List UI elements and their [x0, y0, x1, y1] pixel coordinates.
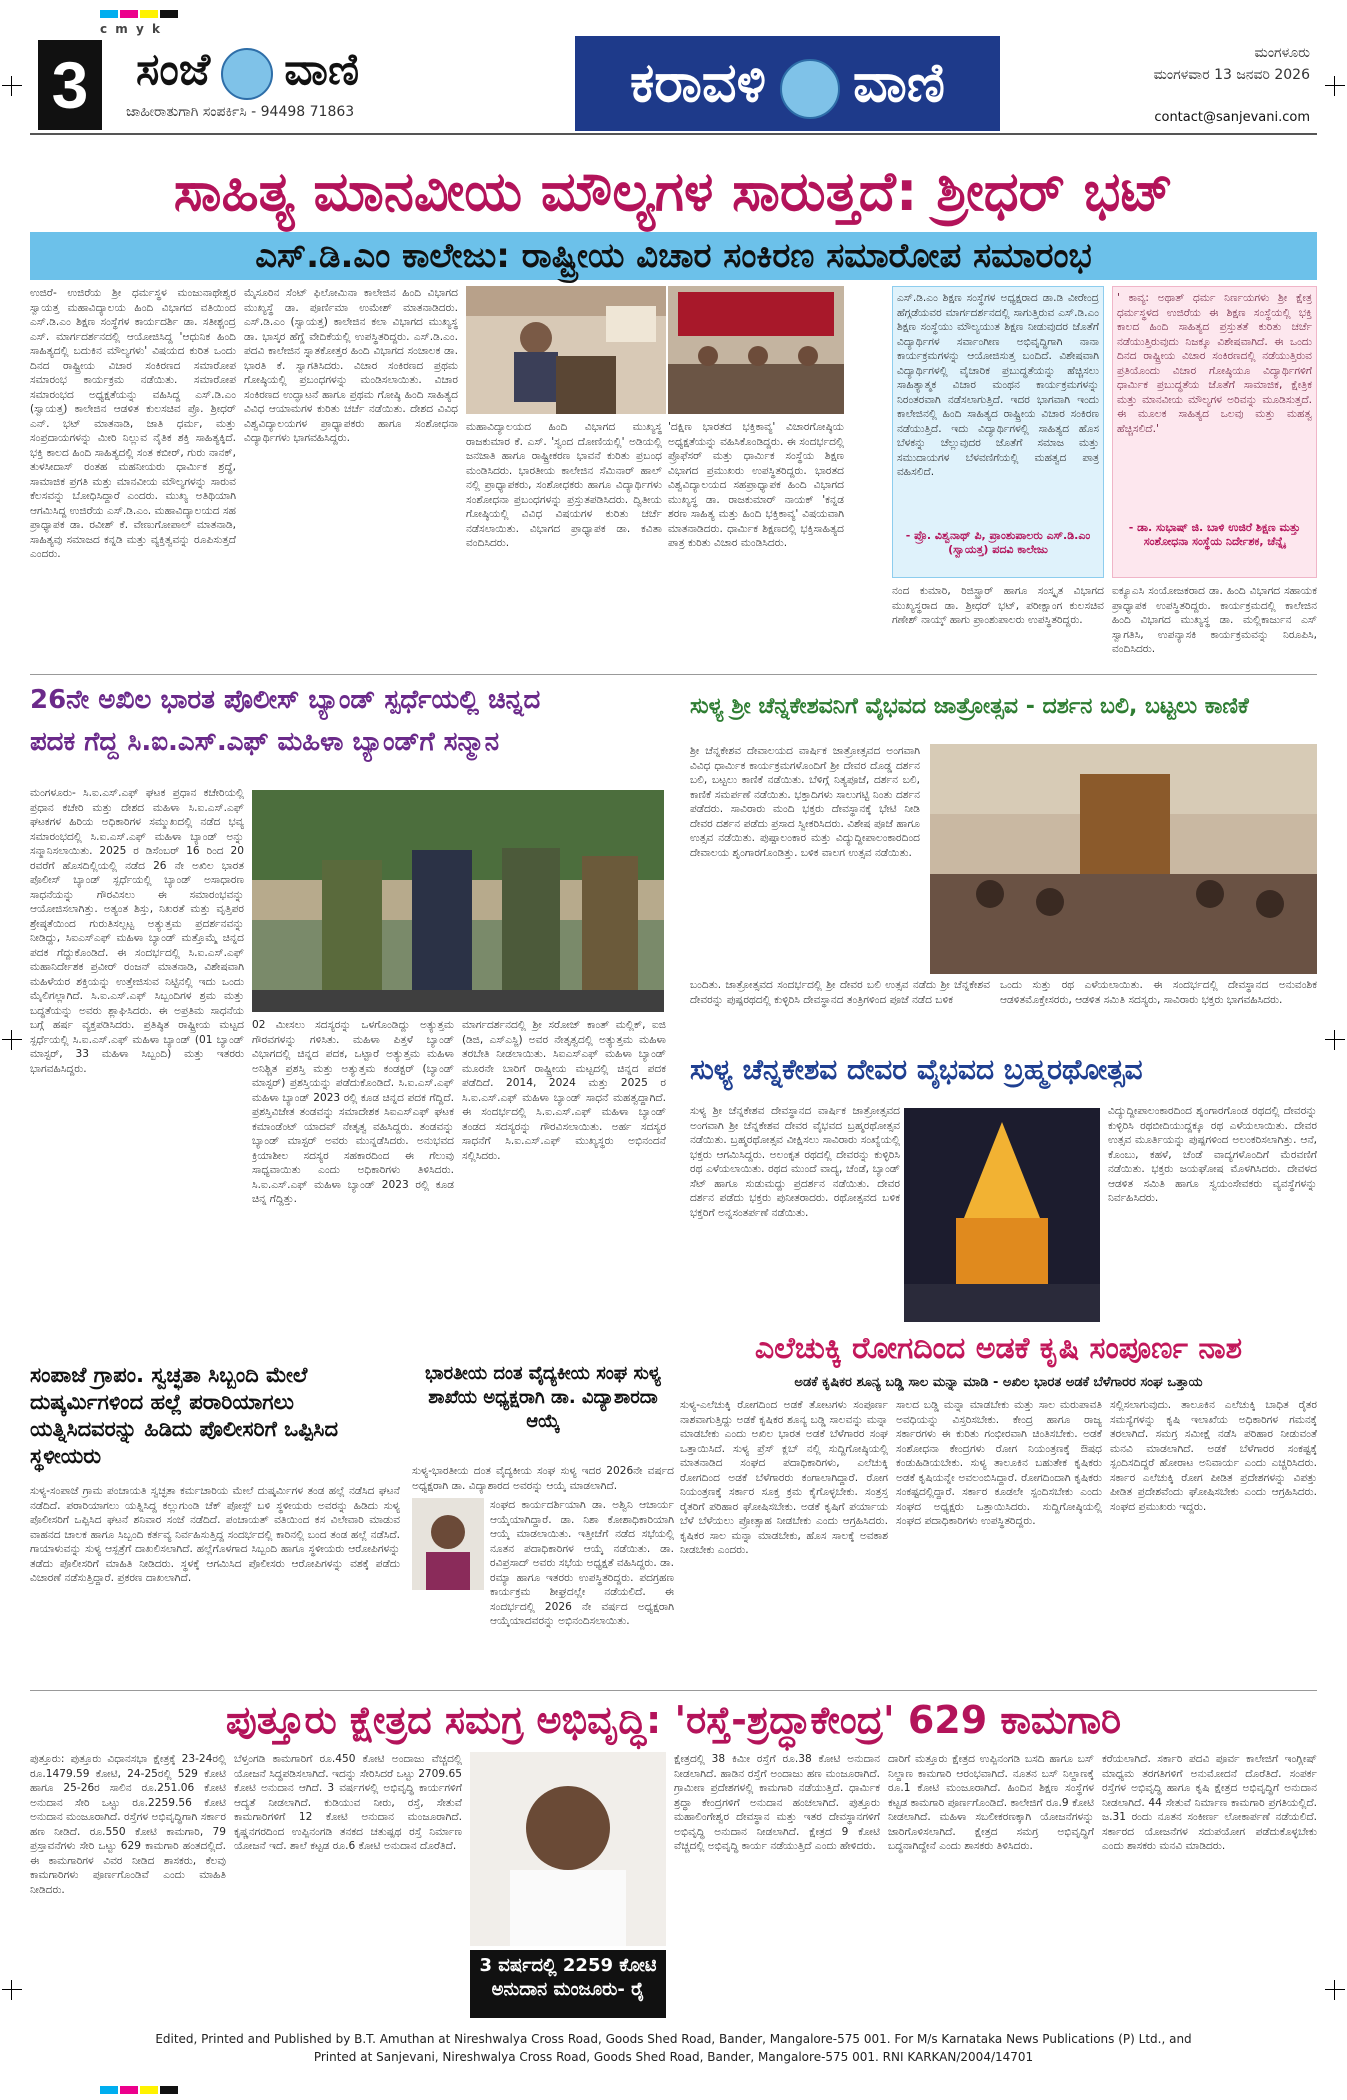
brahmaratha-headline: ಸುಳ್ಯ ಚೆನ್ನಕೇಶವ ದೇವರ ವೈಭವದ ಬ್ರಹ್ಮರಥೋತ್ಸವ	[690, 1053, 1143, 1086]
quote-text-director: ' ಕಾವ್ಯ: ಅಥಾತ್ ಧರ್ಮ ನಿರ್ಣಯಗಳು ಶ್ರೀ ಕ್ಷೇತ್ರ ಧರ್ಮಸ್ಥಳದ ಉಜಿರೆಯ ಈ ಶಿಕ್ಷಣ ಸಂಸ್ಥೆಯಲ್ಲಿ ಭಕ್ತಿ ಕಾಲದ ಹಿಂದಿ ಸಾಹಿತ್ಯದ ಪ್ರಸ್ತುತತೆ ಕುರಿತು ಚರ್ಚೆ ನಡೆಯುತ್ತಿರುವುದು ನಿಜಕ್ಕೂ ವಿಶೇಷವಾಗಿದೆ. ಈ ಒಂದು ದಿನದ ರಾಷ್ಟ್ರೀಯ ವಿಚಾರ ಸಂಕಿರಣದಲ್ಲಿ ನಡೆಯುತ್ತಿರುವ ಪ್ರತಿಯೊಂದು ವಿಚಾರ ಗೋಷ್ಠಿಯೂ ವಿದ್ಯಾರ್ಥಿಗಳಿಗೆ ಧಾರ್ಮಿಕ ಪ್ರಬುದ್ಧತೆಯ ಜೊತೆಗೆ ಸಾಮಾಜಿಕ, ಕ್ಷೇತ್ರಿಕ ಮತ್ತು ಮಾನವೀಯ ಮೌಲ್ಯಗಳ ಅರಿವನ್ನು ಮೂಡಿಸುತ್ತದೆ. ಈ ಮೂಲಕ ಸಾಹಿತ್ಯದ ಒಲವು ಮತ್ತು ಮಹತ್ವ ಹೆಚ್ಚಿಸಲಿದೆ.'	[1117, 292, 1312, 435]
jatra-column-2: ಬಂದಿತು. ಜಾತ್ರೋತ್ಸವದ ಸಂದರ್ಭದಲ್ಲಿ ಶ್ರೀ ದೇವರ ಬಲಿ ಉತ್ಸವ ನಡೆದು ಶ್ರೀ ಚೆನ್ನಕೇಶವ ದೇವರನ್ನು ಪುಷ್ಪರಥದಲ್ಲಿ ಕುಳ್ಳಿರಿಸಿ ದೇವಸ್ಥಾನದ ತಂತ್ರಿಗಳಿಂದ ಪೂಜೆ ನಡೆದ ಬಳಿಕ	[690, 979, 990, 1006]
lead-column-1: ಉಜಿರೆ- ಉಜಿರೆಯ ಶ್ರೀ ಧರ್ಮಸ್ಥಳ ಮಂಜುನಾಥೇಶ್ವರ ಸ್ವಾಯತ್ತ ಮಹಾವಿದ್ಯಾಲಯ ಹಿಂದಿ ವಿಭಾಗದ ವತಿಯಿಂದ ಎಸ್.ಡಿ.ಎಂ ಶಿಕ್ಷಣ ಸಂಸ್ಥೆಗಳ ಕಾರ್ಯದರ್ಶಿ ಡಾ. ಸತೀಶ್ಚಂದ್ರ ಎಸ್. ಮಾರ್ಗದರ್ಶನದಲ್ಲಿ ಆಯೋಜಿಸಿದ್ದ 'ಆಧುನಿಕ ಹಿಂದಿ ಸಾಹಿತ್ಯದಲ್ಲಿ ಬದುಕಿನ ಮೌಲ್ಯಗಳು' ವಿಷಯದ ಕುರಿತ ಒಂದು ದಿನದ ರಾಷ್ಟ್ರೀಯ ವಿಚಾರ ಸಂಕಿರಣದ ಸಮಾರೋಪ ಸಮಾರಂಭ ಕಾರ್ಯಕ್ರಮ ನಡೆಯಿತು. ಸಮಾರೋಪ ಸಮಾರಂಭದ ಅಧ್ಯಕ್ಷತೆಯನ್ನು ವಹಿಸಿದ್ದ ಎಸ್.ಡಿ.ಎಂ (ಸ್ವಾಯತ್ತ) ಕಾಲೇಜಿನ ಆಡಳಿತ ಕುಲಸಚಿವ ಪ್ರೊ. ಶ್ರೀಧರ್ ಎನ್. ಭಟ್ ಮಾತನಾಡಿ, ಜಾತಿ ಧರ್ಮ, ಮತ್ತು ಸಂಪ್ರದಾಯಗಳನ್ನು ಮೀರಿ ನಿಲ್ಲುವ ನೈತಿಕ ಶಕ್ತಿ ಸಾಹಿತ್ಯಕ್ಕಿದೆ. ಭಕ್ತಿ ಕಾಲದ ಹಿಂದಿ ಸಾಹಿತ್ಯದಲ್ಲಿ ಸಂತ ಕಬೀರ್, ಗುರು ನಾನಕ್, ತುಳಸೀದಾಸ್ ರಂತಹ ಮಹನೀಯರು ಧಾರ್ಮಿಕ ಶ್ರದ್ಧೆ, ಸಾಮಾಜಿಕ ಪ್ರಗತಿ ಮತ್ತು ಮಾನವೀಯ ಮೌಲ್ಯಗಳನ್ನು ಸಾರುವ ಕೆಲಸವನ್ನು ಬೋಧಿಸಿದ್ದಾರೆ ಎಂದರು. ಮುಖ್ಯ ಅತಿಥಿಯಾಗಿ ಆಗಮಿಸಿದ್ದ ಉಜಿರೆಯ ಎಸ್.ಡಿ.ಎಂ. ಮಹಾವಿದ್ಯಾಲಯದ ಸಹ ಪ್ರಾಧ್ಯಾಪಕ ಡಾ. ರವೀಶ್ ಕೆ. ವೇಣುಗೋಪಾಲ್ ಮಾತನಾಡಿ, ಸಾಹಿತ್ಯವು ಸಮಾಜದ ಕನ್ನಡಿ ಮತ್ತು ವ್ಯಕ್ತಿತ್ವವನ್ನು ರೂಪಿಸುತ್ತದೆ ಎಂದರು.	[30, 287, 236, 560]
quote-text-principal: ಎಸ್.ಡಿ.ಎಂ ಶಿಕ್ಷಣ ಸಂಸ್ಥೆಗಳ ಅಧ್ಯಕ್ಷರಾದ ಡಾ.ಡಿ ವೀರೇಂದ್ರ ಹೆಗ್ಗಡೆಯವರ ಮಾರ್ಗದರ್ಶನದಲ್ಲಿ ಸಾಗುತ್ತಿರುವ ಎಸ್.ಡಿ.ಎಂ ಶಿಕ್ಷಣ ಸಂಸ್ಥೆಯು ಮೌಲ್ಯಯುತ ಶಿಕ್ಷಣ ನೀಡುವುದರ ಜೊತೆಗೆ ವಿದ್ಯಾರ್ಥಿಗಳ ಸರ್ವಾಂಗೀಣ ಅಭಿವೃದ್ಧಿಗಾಗಿ ನಾನಾ ಕಾರ್ಯಕ್ರಮಗಳನ್ನು ಆಯೋಜಿಸುತ್ತ ಬಂದಿದೆ. ವಿಶೇಷವಾಗಿ ವಿದ್ಯಾರ್ಥಿಗಳಲ್ಲಿ ವೈಚಾರಿಕ ಪ್ರಬುದ್ಧತೆಯನ್ನು ಹೆಚ್ಚಿಸಲು ಸಾಹಿತ್ಯಾತ್ಮಕ ವಿಚಾರ ಮಂಥನ ಕಾರ್ಯಕ್ರಮಗಳನ್ನು ನಿರಂತರವಾಗಿ ನಡೆಸಲಾಗುತ್ತಿದೆ. ಇದರ ಭಾಗವಾಗಿ ಇಂದು ಕಾಲೇಜಿನಲ್ಲಿ ಹಿಂದಿ ಸಾಹಿತ್ಯದ ರಾಷ್ಟ್ರೀಯ ವಿಚಾರ ಸಂಕಿರಣ ನಡೆಯುತ್ತಿದೆ. ಇದು ವಿದ್ಯಾರ್ಥಿಗಳಲ್ಲಿ ಸಾಹಿತ್ಯದ ಹೊಸ ಬೆಳಕನ್ನು ಚೆಲ್ಲುವುದರ ಜೊತೆಗೆ ಸಮಾಜ ಮತ್ತು ಸಮುದಾಯಗಳ ಬೆಳವಣಿಗೆಯಲ್ಲಿ ಮಹತ್ವದ ಪಾತ್ರ ವಹಿಸಲಿದೆ.	[897, 292, 1099, 478]
lead-column-4: 'ದಕ್ಷಿಣ ಭಾರತದ ಭಕ್ತಿಕಾವ್ಯ' ವಿಚಾರಗೋಷ್ಠಿಯ ಅಧ್ಯಕ್ಷತೆಯನ್ನು ವಹಿಸಿಕೊಂಡಿದ್ದರು. ಈ ಸಂದರ್ಭದಲ್ಲಿ ಪ್ರೊಫೆಸರ್ ಮತ್ತು ಧಾರ್ಮಿಕ ಸಂಸ್ಥೆಯ ಶಿಕ್ಷಣ ವಿಭಾಗದ ಪ್ರಮುಖರು ಉಪಸ್ಥಿತರಿದ್ದರು. ಭಾರತದ ವಿಶ್ವವಿದ್ಯಾಲಯದ ಸಹಪ್ರಾಧ್ಯಾಪಕ ಹಿಂದಿ ವಿಭಾಗದ ಮುಖ್ಯಸ್ಥ ಡಾ. ರಾಜಕುಮಾರ್ ನಾಯಕ್ 'ಕನ್ನಡ ಶರಣ ಸಾಹಿತ್ಯ ಮತ್ತು ಹಿಂದಿ ಭಕ್ತಿಕಾವ್ಯ' ವಿಷಯವಾಗಿ ಮಾತನಾಡಿದರು. ಧಾರ್ಮಿಕ ಶಿಕ್ಷಣದಲ್ಲಿ ಭಕ್ತಿಸಾಹಿತ್ಯದ ಪಾತ್ರ ಕುರಿತು ವಿಚಾರ ಮಂಡಿಸಿದರು.	[668, 421, 844, 549]
puttur-column-2: ಬೆಳ್ತಂಗಡಿ ಕಾಮಗಾರಿಗೆ ರೂ.450 ಕೋಟಿ ಅಂದಾಜು ವೆಚ್ಚದಲ್ಲಿ ಯೋಜನೆ ಸಿದ್ಧಪಡಿಸಲಾಗಿದೆ. ಇದನ್ನು ಸೇರಿಸಿದರೆ ಒಟ್ಟು 2709.65 ಕೋಟಿ ಅನುದಾನ ಆಗಿದೆ. 3 ವರ್ಷಗಳಲ್ಲಿ ಅಭಿವೃದ್ಧಿ ಕಾರ್ಯಗಳಿಗೆ ಆದ್ಯತೆ ನೀಡಲಾಗಿದೆ. ಕುಡಿಯುವ ನೀರು, ರಸ್ತೆ, ಸೇತುವೆ ಕಾಮಗಾರಿಗಳಿಗೆ 12 ಕೋಟಿ ಅನುದಾನ ಮಂಜೂರಾಗಿದೆ. ಕೃಷ್ಣನಗರದಿಂದ ಉಪ್ಪಿನಂಗಡಿ ತನಕದ ಚತುಷ್ಪಥ ರಸ್ತೆ ನಿರ್ಮಾಣ ಯೋಜನೆ ಇದೆ. ಶಾಲೆ ಕಟ್ಟಡ ರೂ.6 ಕೋಟಿ ಅನುದಾನ ದೊರೆತಿದೆ.	[234, 1753, 462, 1852]
jatra-column-3: ಒಂದು ಸುತ್ತು ರಥ ಎಳೆಯಲಾಯಿತು. ಈ ಸಂದರ್ಭದಲ್ಲಿ ದೇವಸ್ಥಾನದ ಅನುವಂಶಿಕ ಆಡಳಿತಮೊಕ್ತೇಸರರು, ಆಡಳಿತ ಸಮಿತಿ ಸದಸ್ಯರು, ಸಾವಿರಾರು ಭಕ್ತರು ಭಾಗವಹಿಸಿದರು.	[1000, 979, 1317, 1006]
police-column-1: ಮಂಗಳೂರು- ಸಿ.ಐ.ಎಸ್.ಎಫ್ ಘಟಕ ಪ್ರಧಾನ ಕಚೇರಿಯಲ್ಲಿ ಪ್ರಧಾನ ಕಚೇರಿ ಮತ್ತು ದೇಶದ ಮಹಿಳಾ ಸಿ.ಐ.ಎಸ್.ಎಫ್ ಘಟಕಗಳ ಹಿರಿಯ ಅಧಿಕಾರಿಗಳ ಸಮ್ಮುಖದಲ್ಲಿ ನಡೆದ ಭವ್ಯ ಸಮಾರಂಭದಲ್ಲಿ ಸಿ.ಐ.ಎಸ್.ಎಫ್ ಮಹಿಳಾ ಬ್ಯಾಂಡ್ ಅನ್ನು ಸನ್ಮಾನಿಸಲಾಯಿತು. 2025 ರ ಡಿಸೆಂಬರ್ 16 ರಿಂದ 20 ರವರೆಗೆ ಹೊಸದಿಲ್ಲಿಯಲ್ಲಿ ನಡೆದ 26 ನೇ ಅಖಿಲ ಭಾರತ ಪೊಲೀಸ್ ಬ್ಯಾಂಡ್ ಸ್ಪರ್ಧೆಯಲ್ಲಿ ಬ್ಯಾಂಡ್ ಅಸಾಧಾರಣ ಸಾಧನೆಯನ್ನು ಗೌರವಿಸಲು ಈ ಸಮಾರಂಭವನ್ನು ಆಯೋಜಿಸಲಾಗಿತ್ತು. ಅತ್ಯಂತ ಶಿಸ್ತು, ನಿಖರತೆ ಮತ್ತು ವೃತ್ತಿಪರ ಶ್ರೇಷ್ಠತೆಯಿಂದ ಗುರುತಿಸಲ್ಪಟ್ಟ ಅತ್ಯುತ್ತಮ ಪ್ರದರ್ಶನವನ್ನು ನೀಡಿದ್ದು, ಸಿಐಎಸ್ಎಫ್ ಮಹಿಳಾ ಬ್ಯಾಂಡ್ ಮತ್ತೊಮ್ಮೆ ಚಿನ್ನದ ಪದಕ ಗೆದ್ದುಕೊಂಡಿದೆ. ಈ ಸಂದರ್ಭದಲ್ಲಿ ಸಿ.ಐ.ಎಸ್.ಎಫ್ ಮಹಾನಿರ್ದೇಶಕ ಪ್ರವೀರ್ ರಂಜನ್ ಮಾತನಾಡಿ, ವಿಶೇಷವಾಗಿ ಮಹಿಳೆಯರ ಶಕ್ತಿಯನ್ನು ಉತ್ತೇಜಿಸುವ ನಿಟ್ಟಿನಲ್ಲಿ ಇದು ಒಂದು ಮೈಲಿಗಲ್ಲಾಗಿದೆ. ಸಿ.ಐ.ಎಸ್.ಎಫ್ ಸಿಬ್ಬಂದಿಗಳ ಶ್ರಮ ಮತ್ತು ಬದ್ಧತೆಯನ್ನು ಅವರು ಶ್ಲಾಘಿಸಿದರು. ಈ ಅಪ್ರತಿಮ ಸಾಧನೆಯ ಬಗ್ಗೆ ಹರ್ಷ ವ್ಯಕ್ತಪಡಿಸಿದರು. ಪ್ರತಿಷ್ಠಿತ ರಾಷ್ಟ್ರೀಯ ಮಟ್ಟದ ಸ್ಪರ್ಧೆಯಲ್ಲಿ ಸಿ.ಐ.ಎಸ್.ಎಫ್ ಮಹಿಳಾ ಬ್ಯಾಂಡ್ (01 ಬ್ಯಾಂಡ್ ಮಾಸ್ಟರ್, 33 ಮಹಿಳಾ ಸಿಬ್ಬಂದಿ) ಮತ್ತು ಇತರರು ಭಾಗವಹಿಸಿದ್ದರು.	[30, 787, 244, 1075]
edition-name-left: ಕರಾವಳಿ	[630, 53, 767, 113]
imprint-line-2: Printed at Sanjevani, Nireshwalya Cross Road, Goods Shed Road, Bander, Mangalore-575 001. RNI KARKAN/2004/14701	[313, 2050, 1034, 2064]
contact-email[interactable]: contact@sanjevani.com	[1154, 110, 1310, 125]
edition-name-right: ವಾಣಿ	[853, 53, 945, 113]
jatra-column-1: ಶ್ರೀ ಚೆನ್ನಕೇಶವ ದೇವಾಲಯದ ವಾರ್ಷಿಕ ಜಾತ್ರೋತ್ಸವದ ಅಂಗವಾಗಿ ವಿವಿಧ ಧಾರ್ಮಿಕ ಕಾರ್ಯಕ್ರಮಗಳೊಂದಿಗೆ ಶ್ರೀ ದೇವರ ದೊಡ್ಡ ದರ್ಶನ ಬಲಿ, ಬಟ್ಟಲು ಕಾಣಿಕೆ ನಡೆಯಿತು. ಬೆಳಿಗ್ಗೆ ನಿತ್ಯಪೂಜೆ, ದರ್ಶನ ಬಲಿ, ಕಾಣಿಕೆ ಸಮರ್ಪಣೆ ನಡೆಯಿತು. ಭಕ್ತಾದಿಗಳು ಸಾಲುಗಟ್ಟಿ ನಿಂತು ದರ್ಶನ ಪಡೆದರು. ಸಾವಿರಾರು ಮಂದಿ ಭಕ್ತರು ದೇವಸ್ಥಾನಕ್ಕೆ ಭೇಟಿ ನೀಡಿ ದೇವರ ದರ್ಶನ ಪಡೆದು ಪ್ರಸಾದ ಸ್ವೀಕರಿಸಿದರು. ವಿಶೇಷ ಪೂಜೆ ಹಾಗೂ ಉತ್ಸವ ನಡೆಯಿತು. ಪುಷ್ಪಾಲಂಕಾರ ಮತ್ತು ವಿದ್ಯುದ್ದೀಪಾಲಂಕಾರದಿಂದ ದೇವಾಲಯ ಶೃಂಗಾರಗೊಂಡಿತ್ತು. ಬಳಿಕ ವಾಲಗ ಉತ್ಸವ ನಡೆಯಿತು.	[690, 745, 920, 859]
areca-column-3: ಸಲ್ಲಿಸಲಾಗುವುದು. ತಾಲೂಕಿನ ಎಲೆಚುಕ್ಕಿ ಬಾಧಿತ ರೈತರ ಸಮಸ್ಯೆಗಳನ್ನು ಕೃಷಿ ಇಲಾಖೆಯ ಅಧಿಕಾರಿಗಳ ಗಮನಕ್ಕೆ ತರಲಾಗಿದೆ. ಸಮಗ್ರ ಸಮೀಕ್ಷೆ ನಡೆಸಿ ಪರಿಹಾರ ನೀಡುವಂತೆ ಮನವಿ ಮಾಡಲಾಗಿದೆ. ಅಡಕೆ ಬೆಳೆಗಾರರ ಸಂಕಷ್ಟಕ್ಕೆ ಸ್ಪಂದಿಸದಿದ್ದರೆ ಹೋರಾಟ ಅನಿವಾರ್ಯ ಎಂದು ಎಚ್ಚರಿಸಿದರು. ಸರ್ಕಾರ ಎಲೆಚುಕ್ಕಿ ರೋಗ ಪೀಡಿತ ಪ್ರದೇಶಗಳನ್ನು ವಿಪತ್ತು ಪೀಡಿತ ಪ್ರದೇಶವೆಂದು ಘೋಷಿಸಬೇಕು ಎಂದು ಆಗ್ರಹಿಸಿದರು. ಸಂಘದ ಪ್ರಮುಖರು ಇದ್ದರು.	[1110, 1399, 1317, 1513]
registration-mark-icon	[2, 1030, 22, 1050]
lead-column-6: ಐಕ್ಯೂಎಸಿ ಸಂಯೋಜಕರಾದ ಡಾ. ಹಿಂದಿ ವಿಭಾಗದ ಸಹಾಯಕ ಪ್ರಾಧ್ಯಾಪಕ ಉಪಸ್ಥಿತರಿದ್ದರು. ಕಾರ್ಯಕ್ರಮದಲ್ಲಿ ಕಾಲೇಜಿನ ಹಿಂದಿ ವಿಭಾಗದ ಮುಖ್ಯಸ್ಥ ಡಾ. ಮಲ್ಲಿಕಾರ್ಜುನ ಎಸ್ ಸ್ವಾಗತಿಸಿ, ಉಪನ್ಯಾಸಕಿ ಕಾರ್ಯಕ್ರಮವನ್ನು ನಿರೂಪಿಸಿ, ವಂದಿಸಿದರು.	[1112, 585, 1317, 655]
brand-name-right: ವಾಣಿ	[284, 45, 360, 94]
jatra-crowd-photo	[930, 744, 1317, 974]
puttur-headline: ಪುತ್ತೂರು ಕ್ಷೇತ್ರದ ಸಮಗ್ರ ಅಭಿವೃದ್ಧಿ: 'ರಸ್ತೆ-ಶ್ರದ್ಧಾಕೇಂದ್ರ' 629 ಕಾಮಗಾರಿ	[225, 1698, 1122, 1742]
chariot-photo	[904, 1108, 1100, 1322]
police-headline-line-1: 26ನೇ ಅಖಿಲ ಭಾರತ ಪೊಲೀಸ್ ಬ್ಯಾಂಡ್ ಸ್ಪರ್ಧೆಯಲ್ಲಿ ಚಿನ್ನದ	[30, 685, 541, 715]
masthead-rule	[30, 133, 1317, 135]
brahmaratha-column-1: ಸುಳ್ಯ ಶ್ರೀ ಚೆನ್ನಕೇಶವ ದೇವಸ್ಥಾನದ ವಾರ್ಷಿಕ ಜಾತ್ರೋತ್ಸವದ ಅಂಗವಾಗಿ ಶ್ರೀ ಚೆನ್ನಕೇಶವ ದೇವರ ವೈಭವದ ಬ್ರಹ್ಮರಥೋತ್ಸವ ನಡೆಯಿತು. ಬ್ರಹ್ಮರಥೋತ್ಸವ ವೀಕ್ಷಿಸಲು ಸಾವಿರಾರು ಸಂಖ್ಯೆಯಲ್ಲಿ ಭಕ್ತರು ಆಗಮಿಸಿದ್ದರು. ಅಲಂಕೃತ ರಥದಲ್ಲಿ ದೇವರನ್ನು ಕುಳ್ಳಿರಿಸಿ ರಥ ಎಳೆಯಲಾಯಿತು. ರಥದ ಮುಂದೆ ವಾದ್ಯ, ಚೆಂಡೆ, ಬ್ಯಾಂಡ್ ಸೆಟ್ ಹಾಗೂ ಸುಡುಮದ್ದು ಪ್ರದರ್ಶನ ನಡೆಯಿತು. ದೇವರ ದರ್ಶನ ಪಡೆದು ಭಕ್ತರು ಪುನೀತರಾದರು. ರಥೋತ್ಸವದ ಬಳಿಕ ಭಕ್ತರಿಗೆ ಅನ್ನಸಂತರ್ಪಣೆ ನಡೆಯಿತು.	[690, 1105, 900, 1219]
police-column-2: 02 ಮೀಸಲು ಸದಸ್ಯರನ್ನು ಒಳಗೊಂಡಿದ್ದು ಅತ್ಯುತ್ತಮ ಗೌರವಗಳನ್ನು ಗಳಿಸಿತು. ಮಹಿಳಾ ಪಿತ್ತಳೆ ಬ್ಯಾಂಡ್ ವಿಭಾಗದಲ್ಲಿ ಚಿನ್ನದ ಪದಕ, ಒಟ್ಟಾರೆ ಅತ್ಯುತ್ತಮ ಮಹಿಳಾ ಅನಿಶ್ಚಿತ ಪ್ರಶಸ್ತಿ ಮತ್ತು ಅತ್ಯುತ್ತಮ ಕಂಡಕ್ಟರ್ (ಬ್ಯಾಂಡ್ ಮಾಸ್ಟರ್) ಪ್ರಶಸ್ತಿಯನ್ನು ಪಡೆದುಕೊಂಡಿದೆ. ಸಿ.ಐ.ಎಸ್.ಎಫ್ ಮಹಿಳಾ ಬ್ಯಾಂಡ್ 2023 ರಲ್ಲಿ ಕೂಡ ಚಿನ್ನದ ಪದಕ ಗೆದ್ದಿದೆ. ಪ್ರಶಸ್ತಿವಿಜೇತ ತಂಡವನ್ನು ಸಮಾದೇಶಕ ಸಿಐಎಸ್ಎಫ್ ಘಟಕ ಕಮಾಂಡೆಂಟ್ ಯಾದವ್ ನೇತೃತ್ವ ವಹಿಸಿದ್ದರು. ತಂಡವನ್ನು ಬ್ಯಾಂಡ್ ಮಾಸ್ಟರ್ ಅವರು ಮುನ್ನಡೆಸಿದರು. ಅನುಭವದ ಕ್ರಿಯಾಶೀಲ ಸದಸ್ಯರ ಸಹಕಾರದಿಂದ ಈ ಗೆಲುವು ಸಾಧ್ಯವಾಯಿತು ಎಂದು ಅಧಿಕಾರಿಗಳು ತಿಳಿಸಿದರು. ಸಿ.ಐ.ಎಸ್.ಎಫ್ ಮಹಿಳಾ ಬ್ಯಾಂಡ್ 2023 ರಲ್ಲಿ ಕೂಡ ಚಿನ್ನ ಗೆದ್ದಿತ್ತು.	[252, 1019, 454, 1205]
section-divider	[30, 674, 1317, 675]
registration-mark-icon	[1325, 1030, 1345, 1050]
imprint-line-1: Edited, Printed and Published by B.T. Amuthan at Nireshwalya Cross Road, Goods Shed Road, Bander, Mangalore-575 001. For M/s Karnataka News Publications (P) Ltd., and	[155, 2032, 1192, 2046]
lead-headline: ಸಾಹಿತ್ಯ ಮಾನವೀಯ ಮೌಲ್ಯಗಳ ಸಾರುತ್ತದೆ: ಶ್ರೀಧರ್ ಭಟ್	[173, 160, 1174, 223]
dental-body: ಸಂಘದ ಕಾರ್ಯದರ್ಶಿಯಾಗಿ ಡಾ. ಅಶ್ವಿನಿ ಆಚಾರ್ಯ ಆಯ್ಕೆಯಾಗಿದ್ದಾರೆ. ಡಾ. ನಿಶಾ ಕೋಶಾಧಿಕಾರಿಯಾಗಿ ಆಯ್ಕೆ ಮಾಡಲಾಯಿತು. ಇತ್ತೀಚೆಗೆ ನಡೆದ ಸಭೆಯಲ್ಲಿ ನೂತನ ಪದಾಧಿಕಾರಿಗಳ ಆಯ್ಕೆ ನಡೆಯಿತು. ಡಾ. ರವಿಪ್ರಸಾದ್ ಅವರು ಸಭೆಯ ಅಧ್ಯಕ್ಷತೆ ವಹಿಸಿದ್ದರು. ಡಾ. ರಮ್ಯಾ ಹಾಗೂ ಇತರರು ಉಪಸ್ಥಿತರಿದ್ದರು. ಪದಗ್ರಹಣ ಕಾರ್ಯಕ್ರಮ ಶೀಘ್ರದಲ್ಲೇ ನಡೆಯಲಿದೆ. ಈ ಸಂದರ್ಭದಲ್ಲಿ 2026 ನೇ ವರ್ಷದ ಅಧ್ಯಕ್ಷರಾಗಿ ಆಯ್ಕೆಯಾದವರನ್ನು ಅಭಿನಂದಿಸಲಾಯಿತು.	[490, 1499, 674, 1627]
edition-banner	[575, 36, 1000, 131]
lead-photo-speaker	[466, 286, 666, 414]
cmyk-strip	[100, 4, 180, 36]
dove-logo-icon	[780, 59, 840, 119]
brand-logo	[106, 44, 570, 124]
brand-name-left: ಸಂಜೆ	[136, 45, 211, 94]
puttur-photo-caption: 3 ವರ್ಷದಲ್ಲಿ 2259 ಕೋಟಿ ಅನುದಾನ ಮಂಜೂರು- ರೈ	[470, 1950, 666, 2018]
imprint-footer	[30, 2030, 1317, 2066]
registration-mark-icon	[1325, 1980, 1345, 2000]
lead-column-5: ನಂದ ಕುಮಾರಿ, ರಿಜಿಸ್ಟ್ರಾರ್ ಹಾಗೂ ಸಂಸ್ಕೃತ ವಿಭಾಗದ ಮುಖ್ಯಸ್ಥರಾದ ಡಾ. ಶ್ರೀಧರ್ ಭಟ್, ಪರೀಕ್ಷಾಂಗ ಕುಲಸಚಿವ ಗಣೇಶ್ ನಾಯ್ಕ್ ಹಾಗು ಪ್ರಾಂಶುಪಾಲರು ಉಪಸ್ಥಿತರಿದ್ದರು.	[892, 585, 1104, 626]
puttur-mla-photo	[470, 1752, 666, 1946]
areca-headline: ಎಲೆಚುಕ್ಕಿ ರೋಗದಿಂದ ಅಡಕೆ ಕೃಷಿ ಸಂಪೂರ್ಣ ನಾಶ	[754, 1331, 1243, 1366]
registration-mark-icon	[1325, 76, 1345, 96]
lead-subheadline: ಎಸ್.ಡಿ.ಎಂ ಕಾಲೇಜು: ರಾಷ್ಟ್ರೀಯ ವಿಚಾರ ಸಂಕಿರಣ ಸಮಾರೋಪ ಸಮಾರಂಭ	[30, 232, 1317, 280]
quote-box-principal	[892, 286, 1104, 578]
dateline	[1010, 42, 1310, 86]
sampaje-headline: ಸಂಪಾಜೆ ಗ್ರಾಪಂ. ಸ್ವಚ್ಛತಾ ಸಿಬ್ಬಂದಿ ಮೇಲೆ ದುಷ್ಕರ್ಮಿಗಳಿಂದ ಹಲ್ಲೆ ಪರಾರಿಯಾಗಲು ಯತ್ನಿಸಿದವರನ್ನು ಹಿಡಿದು ಪೊಲೀಸರಿಗೆ ಒಪ್ಪಿಸಿದ ಸ್ಥಳೀಯರು	[30, 1363, 339, 1468]
areca-column-2: ಸಾಲದ ಬಡ್ಡಿ ಮನ್ನಾ ಮಾಡಬೇಕು ಮತ್ತು ಸಾಲ ಮರುಪಾವತಿ ಅವಧಿಯನ್ನು ವಿಸ್ತರಿಸಬೇಕು. ಕೇಂದ್ರ ಹಾಗೂ ರಾಜ್ಯ ಸರ್ಕಾರಗಳು ಈ ಕುರಿತು ಗಂಭೀರವಾಗಿ ಚಿಂತಿಸಬೇಕು. ಅಡಕೆ ಸಂಶೋಧನಾ ಕೇಂದ್ರಗಳು ರೋಗ ನಿಯಂತ್ರಣಕ್ಕೆ ಔಷಧ ಕಂಡುಹಿಡಿಯಬೇಕು. ಸುಳ್ಯ ತಾಲೂಕಿನ ಬಹುತೇಕ ಕೃಷಿಕರು ಅಡಕೆ ಕೃಷಿಯನ್ನೇ ಅವಲಂಬಿಸಿದ್ದಾರೆ. ರೋಗದಿಂದಾಗಿ ಕೃಷಿಕರು ಸಂಕಷ್ಟದಲ್ಲಿದ್ದಾರೆ. ಸರ್ಕಾರ ಕೂಡಲೇ ಸ್ಪಂದಿಸಬೇಕು ಎಂದು ಸಂಘದ ಅಧ್ಯಕ್ಷರು ಒತ್ತಾಯಿಸಿದರು. ಸುದ್ದಿಗೋಷ್ಠಿಯಲ್ಲಿ ಸಂಘದ ಪದಾಧಿಕಾರಿಗಳು ಉಪಸ್ಥಿತರಿದ್ದರು.	[896, 1399, 1102, 1527]
sampaje-body: ಸುಳ್ಯ-ಸಂಪಾಜೆ ಗ್ರಾಮ ಪಂಚಾಯತಿ ಸ್ವಚ್ಛತಾ ಕರ್ಮಚಾರಿಯ ಮೇಲೆ ದುಷ್ಕರ್ಮಿಗಳ ತಂಡ ಹಲ್ಲೆ ನಡೆಸಿದ ಘಟನೆ ನಡೆದಿದೆ. ಪರಾರಿಯಾಗಲು ಯತ್ನಿಸಿದ್ದ ಕಲ್ಲುಗುಂಡಿ ಚೆಕ್ ಪೋಸ್ಟ್ ಬಳಿ ಸ್ಥಳೀಯರು ಅವರನ್ನು ಹಿಡಿದು ಸುಳ್ಯ ಪೊಲೀಸರಿಗೆ ಒಪ್ಪಿಸಿದ ಘಟನೆ ಶನಿವಾರ ಸಂಜೆ ನಡೆದಿದೆ. ಪಂಚಾಯತ್ ವತಿಯಿಂದ ಕಸ ವಿಲೇವಾರಿ ಮಾಡುವ ವಾಹನದ ಚಾಲಕ ಹಾಗೂ ಸಿಬ್ಬಂದಿ ಕರ್ತವ್ಯ ನಿರ್ವಹಿಸುತ್ತಿದ್ದ ಸಂದರ್ಭದಲ್ಲಿ ಕಾರಿನಲ್ಲಿ ಬಂದ ತಂಡ ಹಲ್ಲೆ ನಡೆಸಿದೆ. ಗಾಯಾಳುವನ್ನು ಸುಳ್ಯ ಆಸ್ಪತ್ರೆಗೆ ದಾಖಲಿಸಲಾಗಿದೆ. ಹಲ್ಲೆಗೊಳಗಾದ ಸಿಬ್ಬಂದಿ ಹಾಗೂ ಸ್ಥಳೀಯರು ಆರೋಪಿಗಳನ್ನು ತಡೆದು ಪೊಲೀಸರಿಗೆ ಮಾಹಿತಿ ನೀಡಿದರು. ಸ್ಥಳಕ್ಕೆ ಆಗಮಿಸಿದ ಪೊಲೀಸರು ಆರೋಪಿಗಳನ್ನು ವಶಕ್ಕೆ ಪಡೆದು ವಿಚಾರಣೆ ನಡೆಸುತ್ತಿದ್ದಾರೆ. ಪ್ರಕರಣ ದಾಖಲಾಗಿದೆ.	[30, 1485, 400, 1584]
quote-signature-director: - ಡಾ. ಸುಭಾಷ್ ಜಿ. ಬಾಳಿ ಉಜಿರೆ ಶಿಕ್ಷಣ ಮತ್ತು ಸಂಶೋಧನಾ ಸಂಸ್ಥೆಯ ನಿರ್ದೇಶಕ, ಚೆನ್ನೈ	[1128, 521, 1301, 548]
ad-contact-tagline: ಜಾಹೀರಾತುಗಾಗಿ ಸಂಪರ್ಕಿಸಿ - 94498 71863	[126, 103, 355, 120]
registration-mark-icon	[2, 76, 22, 96]
quote-signature-principal: - ಪ್ರೊ. ವಿಶ್ವನಾಥ್ ಪಿ, ಪ್ರಾಂಶುಪಾಲರು ಎಸ್.ಡಿ.ಎಂ (ಸ್ವಾಯತ್ತ) ಪದವಿ ಕಾಲೇಜು	[905, 529, 1091, 556]
dental-president-photo	[412, 1498, 484, 1590]
police-headline-line-2: ಪದಕ ಗೆದ್ದ ಸಿ.ಐ.ಎಸ್.ಎಫ್ ಮಹಿಳಾ ಬ್ಯಾಂಡ್‌ಗೆ ಸನ್ಮಾನ	[30, 727, 500, 757]
puttur-column-4: ದಾರಿಗೆ ಮತ್ತೂರು ಕ್ಷೇತ್ರದ ಉಪ್ಪಿನಂಗಡಿ ಬಸದಿ ಹಾಗೂ ಬಸ್ ನಿಲ್ದಾಣ ಕಾಮಗಾರಿ ಆರಂಭವಾಗಿದೆ. ನೂತನ ಬಸ್ ನಿಲ್ದಾಣಕ್ಕೆ ರೂ.1 ಕೋಟಿ ಮಂಜೂರಾಗಿದೆ. ಹಿಂದಿನ ಶಿಕ್ಷಣ ಸಂಸ್ಥೆಗಳ ಕಟ್ಟಡ ಕಾಮಗಾರಿ ಪೂರ್ಣಗೊಂಡಿದೆ. ಕಾಲೇಜಿಗೆ ರೂ.9 ಕೋಟಿ ನೀಡಲಾಗಿದೆ. ಮಹಿಳಾ ಸಬಲೀಕರಣಕ್ಕಾಗಿ ಯೋಜನೆಗಳನ್ನು ಜಾರಿಗೊಳಿಸಲಾಗಿದೆ. ಕ್ಷೇತ್ರದ ಸಮಗ್ರ ಅಭಿವೃದ್ಧಿಗೆ ಬದ್ಧನಾಗಿದ್ದೇನೆ ಎಂದು ಶಾಸಕರು ತಿಳಿಸಿದರು.	[888, 1753, 1094, 1852]
edition-city: ಮಂಗಳೂರು	[1254, 45, 1310, 61]
page-number: 3	[38, 40, 102, 130]
jatra-headline: ಸುಳ್ಯ ಶ್ರೀ ಚೆನ್ನಕೇಶವನಿಗೆ ವೈಭವದ ಜಾತ್ರೋತ್ಸವ - ದರ್ಶನ ಬಲಿ, ಬಟ್ಟಲು ಕಾಣಿಕೆ	[690, 694, 1249, 719]
police-column-3: ಮಾರ್ಗದರ್ಶನದಲ್ಲಿ ಶ್ರೀ ಸರೋಜ್ ಕಾಂತ್ ಮಲ್ಲಿಕ್, ಐಜಿ (ಡಿಜಿ, ಎಸ್ಎಸ್ಜಿ) ಅವರ ನೇತೃತ್ವದಲ್ಲಿ ಅತ್ಯುತ್ತಮ ಮಹಿಳಾ ತರಬೇತಿ ನೀಡಲಾಯಿತು. ಸಿಐಎಸ್ಎಫ್ ಮಹಿಳಾ ಬ್ಯಾಂಡ್ ಮೂರನೇ ಬಾರಿಗೆ ರಾಷ್ಟ್ರೀಯ ಮಟ್ಟದಲ್ಲಿ ಚಿನ್ನದ ಪದಕ ಪಡೆದಿದೆ. 2014, 2024 ಮತ್ತು 2025 ರ ಸಿ.ಐ.ಎಸ್.ಎಫ್ ಮಹಿಳಾ ಬ್ಯಾಂಡ್ ಸಾಧನೆ ಮಹತ್ವದ್ದಾಗಿದೆ. ಈ ಸಂದರ್ಭದಲ್ಲಿ ಸಿ.ಐ.ಎಸ್.ಎಫ್ ಮಹಿಳಾ ಬ್ಯಾಂಡ್ ತಂಡದ ಸದಸ್ಯರನ್ನು ಗೌರವಿಸಲಾಯಿತು. ಅರ್ಹ ಸದಸ್ಯರ ಸಾಧನೆಗೆ ಸಿ.ಐ.ಎಸ್.ಎಫ್ ಮುಖ್ಯಸ್ಥರು ಅಭಿನಂದನೆ ಸಲ್ಲಿಸಿದರು.	[462, 1019, 666, 1162]
section-divider	[30, 1690, 1317, 1691]
quote-box-director	[1112, 286, 1317, 578]
police-ceremony-photo	[252, 790, 664, 1012]
puttur-column-1: ಪುತ್ತೂರು: ಪುತ್ತೂರು ವಿಧಾನಸಭಾ ಕ್ಷೇತ್ರಕ್ಕೆ 23-24ರಲ್ಲಿ ರೂ.1479.59 ಕೋಟಿ, 24-25ರಲ್ಲಿ 529 ಕೋಟಿ ಹಾಗೂ 25-26ರ ಸಾಲಿನ ರೂ.251.06 ಕೋಟಿ ಅನುದಾನ ಸೇರಿ ಒಟ್ಟು ರೂ.2259.56 ಕೋಟಿ ಅನುದಾನ ಮಂಜೂರಾಗಿದೆ. ರಸ್ತೆಗಳ ಅಭಿವೃದ್ಧಿಗಾಗಿ ಸರ್ಕಾರ ಹಣ ನೀಡಿದೆ. ರೂ.550 ಕೋಟಿ ಕಾಮಗಾರಿ, 79 ಪ್ರಸ್ತಾವನೆಗಳು ಸೇರಿ ಒಟ್ಟು 629 ಕಾಮಗಾರಿ ಹಂತದಲ್ಲಿದೆ. ಈ ಕಾಮಗಾರಿಗಳ ವಿವರ ನೀಡಿದ ಶಾಸಕರು, ಕೆಲವು ಕಾಮಗಾರಿಗಳು ಪೂರ್ಣಗೊಂಡಿವೆ ಎಂದು ಮಾಹಿತಿ ನೀಡಿದರು.	[30, 1753, 226, 1896]
dental-intro: ಸುಳ್ಯ-ಭಾರತೀಯ ದಂತ ವೈದ್ಯಕೀಯ ಸಂಘ ಸುಳ್ಯ ಇದರ 2026ನೇ ವರ್ಷದ ಅಧ್ಯಕ್ಷರಾಗಿ ಡಾ. ವಿದ್ಯಾಶಾರದ ಅವರನ್ನು ಆಯ್ಕೆ ಮಾಡಲಾಗಿದೆ.	[412, 1465, 674, 1492]
dental-headline: ಭಾರತೀಯ ದಂತ ವೈದ್ಯಕೀಯ ಸಂಘ ಸುಳ್ಯ ಶಾಖೆಯ ಅಧ್ಯಕ್ಷರಾಗಿ ಡಾ. ವಿದ್ಯಾಶಾರದಾ ಆಯ್ಕೆ	[424, 1363, 662, 1432]
registration-mark-icon	[2, 1980, 22, 2000]
lead-column-3: ಮಹಾವಿದ್ಯಾಲಯದ ಹಿಂದಿ ವಿಭಾಗದ ಮುಖ್ಯಸ್ಥ ರಾಜಕುಮಾರ ಕೆ. ಎಸ್. 'ಸ್ವಂದ ದೋಣಿಯಲ್ಲಿ' ಅಡಿಯಲ್ಲಿ ಜನಜಾತಿ ಹಾಗೂ ರಾಷ್ಟ್ರೀಕರಣ ಭಾವನೆ ಕುರಿತು ಪ್ರಬಂಧ ಮಂಡಿಸಿದರು. ಭಾರತೀಯ ಕಾಲೇಜಿನ ಸೆಮಿನಾರ್ ಹಾಲ್ ನಲ್ಲಿ ಪ್ರಾಧ್ಯಾಪಕರು, ಸಂಶೋಧಕರು ಹಾಗೂ ವಿದ್ಯಾರ್ಥಿಗಳು ಸಂಶೋಧನಾ ಪ್ರಬಂಧಗಳನ್ನು ಪ್ರಸ್ತುತಪಡಿಸಿದರು. ದ್ವಿತೀಯ ಗೋಷ್ಠಿಯಲ್ಲಿ ವಿವಿಧ ವಿಷಯಗಳ ಕುರಿತು ಚರ್ಚೆ ನಡೆಸಲಾಯಿತು. ವಿಭಾಗದ ಪ್ರಾಧ್ಯಾಪಕ ಡಾ. ಕವಿತಾ ವಂದಿಸಿದರು.	[466, 421, 662, 549]
puttur-column-3: ಕ್ಷೇತ್ರದಲ್ಲಿ 38 ಕಿಮೀ ರಸ್ತೆಗೆ ರೂ.38 ಕೋಟಿ ಅನುದಾನ ನೀಡಲಾಗಿದೆ. ಹಾಡಿನ ರಸ್ತೆಗೆ ಅಂದಾಜು ಹಣ ಮಂಜೂರಾಗಿದೆ. ಗ್ರಾಮೀಣ ಪ್ರದೇಶಗಳಲ್ಲಿ ಕಾಮಗಾರಿ ನಡೆಯುತ್ತಿದೆ. ಧಾರ್ಮಿಕ ಶ್ರದ್ಧಾ ಕೇಂದ್ರಗಳಿಗೆ ಅನುದಾನ ಹಂಚಲಾಗಿದೆ. ಪುತ್ತೂರು ಮಹಾಲಿಂಗೇಶ್ವರ ದೇವಸ್ಥಾನ ಮತ್ತು ಇತರ ದೇವಸ್ಥಾನಗಳಿಗೆ ಅಭಿವೃದ್ಧಿ ಅನುದಾನ ನೀಡಲಾಗಿದೆ. ಕ್ಷೇತ್ರದ 9 ಕೋಟಿ ವೆಚ್ಚದಲ್ಲಿ ಅಭಿವೃದ್ಧಿ ಕಾರ್ಯ ನಡೆಯುತ್ತಿದೆ ಎಂದು ಹೇಳಿದರು.	[674, 1753, 880, 1852]
edition-date: ಮಂಗಳವಾರ 13 ಜನವರಿ 2026	[1153, 67, 1310, 83]
brahmaratha-column-2: ವಿದ್ಯುದ್ದೀಪಾಲಂಕಾರದಿಂದ ಶೃಂಗಾರಗೊಂಡ ರಥದಲ್ಲಿ ದೇವರನ್ನು ಕುಳ್ಳಿರಿಸಿ ರಥಬೀದಿಯುದ್ದಕ್ಕೂ ರಥ ಎಳೆಯಲಾಯಿತು. ದೇವರ ಉತ್ಸವ ಮೂರ್ತಿಯನ್ನು ಪುಷ್ಪಗಳಿಂದ ಅಲಂಕರಿಸಲಾಗಿತ್ತು. ಆನೆ, ಕೊಂಬು, ಕಹಳೆ, ಚೆಂಡೆ ವಾದ್ಯಗಳೊಂದಿಗೆ ಮೆರವಣಿಗೆ ನಡೆಯಿತು. ಭಕ್ತರು ಜಯಘೋಷ ಮೊಳಗಿಸಿದರು. ದೇವಳದ ಆಡಳಿತ ಸಮಿತಿ ಹಾಗೂ ಸ್ವಯಂಸೇವಕರು ವ್ಯವಸ್ಥೆಗಳನ್ನು ನಿರ್ವಹಿಸಿದರು.	[1108, 1105, 1317, 1204]
lead-column-2: ಮೈಸೂರಿನ ಸೆಂಟ್ ಫಿಲೋಮಿನಾ ಕಾಲೇಜಿನ ಹಿಂದಿ ವಿಭಾಗದ ಮುಖ್ಯಸ್ಥೆ ಡಾ. ಪೂರ್ಣಿಮಾ ಉಮೇಶ್ ಮಾತನಾಡಿದರು. ಎಸ್.ಡಿ.ಎಂ (ಸ್ವಾಯತ್ತ) ಕಾಲೇಜಿನ ಕಲಾ ವಿಭಾಗದ ಮುಖ್ಯಸ್ಥ ಡಾ. ಭಾಸ್ಕರ ಹೆಗ್ಡೆ ವೇದಿಕೆಯಲ್ಲಿ ಉಪಸ್ಥಿತರಿದ್ದರು. ಎಸ್.ಡಿ.ಎಂ. ಪದವಿ ಕಾಲೇಜಿನ ಸ್ನಾತಕೋತ್ತರ ಹಿಂದಿ ವಿಭಾಗದ ಸಂಚಾಲಕ ಡಾ. ಭಾರತಿ ಕೆ. ಸ್ವಾಗತಿಸಿದರು. ವಿಚಾರ ಸಂಕಿರಣದ ಪ್ರಥಮ ಗೋಷ್ಠಿಯಲ್ಲಿ ಪ್ರಬಂಧಗಳನ್ನು ಮಂಡಿಸಲಾಯಿತು. ವಿಚಾರ ಸಂಕಿರಣದ ಉದ್ಘಾಟನೆ ಹಾಗೂ ಪ್ರಥಮ ಗೋಷ್ಠಿ ಹಿಂದಿ ಸಾಹಿತ್ಯದ ವಿವಿಧ ಆಯಾಮಗಳ ಕುರಿತು ಚರ್ಚೆ ನಡೆಯಿತು. ದೇಶದ ವಿವಿಧ ವಿಶ್ವವಿದ್ಯಾಲಯಗಳ ಪ್ರಾಧ್ಯಾಪಕರು ಹಾಗೂ ಸಂಶೋಧನಾ ವಿದ್ಯಾರ್ಥಿಗಳು ಭಾಗವಹಿಸಿದ್ದರು.	[244, 287, 458, 444]
lead-photo-dais	[668, 286, 844, 414]
areca-column-1: ಸುಳ್ಯ-ಎಲೆಚುಕ್ಕಿ ರೋಗದಿಂದ ಅಡಕೆ ತೋಟಗಳು ಸಂಪೂರ್ಣ ನಾಶವಾಗುತ್ತಿದ್ದು ಅಡಕೆ ಕೃಷಿಕರ ಶೂನ್ಯ ಬಡ್ಡಿ ಸಾಲವನ್ನು ಮನ್ನಾ ಮಾಡಬೇಕು ಎಂದು ಅಖಿಲ ಭಾರತ ಅಡಕೆ ಬೆಳೆಗಾರರ ಸಂಘ ಒತ್ತಾಯಿಸಿದೆ. ಸುಳ್ಯ ಪ್ರೆಸ್ ಕ್ಲಬ್ ನಲ್ಲಿ ಸುದ್ದಿಗೋಷ್ಠಿಯಲ್ಲಿ ಮಾತನಾಡಿದ ಸಂಘದ ಪದಾಧಿಕಾರಿಗಳು, ಎಲೆಚುಕ್ಕಿ ರೋಗದಿಂದ ಅಡಕೆ ಬೆಳೆಗಾರರು ಕಂಗಾಲಾಗಿದ್ದಾರೆ. ರೋಗ ನಿಯಂತ್ರಣಕ್ಕೆ ಸರ್ಕಾರ ಸೂಕ್ತ ಕ್ರಮ ಕೈಗೊಳ್ಳಬೇಕು. ಸಂತ್ರಸ್ತ ರೈತರಿಗೆ ಪರಿಹಾರ ಘೋಷಿಸಬೇಕು. ಅಡಕೆ ಕೃಷಿಗೆ ಪರ್ಯಾಯ ಬೆಳೆ ಬೆಳೆಯಲು ಪ್ರೋತ್ಸಾಹ ನೀಡಬೇಕು ಎಂದು ಆಗ್ರಹಿಸಿದರು. ಕೃಷಿಕರ ಸಾಲ ಮನ್ನಾ ಮಾಡಬೇಕು, ಹೊಸ ಸಾಲಕ್ಕೆ ಅವಕಾಶ ನೀಡಬೇಕು ಎಂದರು.	[680, 1399, 888, 1556]
dove-logo-icon	[221, 48, 273, 100]
puttur-column-5: ಕರೆಯಲಾಗಿದೆ. ಸರ್ಕಾರಿ ಪದವಿ ಪೂರ್ವ ಕಾಲೇಜಿಗೆ ಇಂಗ್ಲೀಷ್ ಮಾಧ್ಯಮ ತರಗತಿಗಳಿಗೆ ಅನುಮೋದನೆ ದೊರೆತಿದೆ. ಸಂಪರ್ಕ ರಸ್ತೆಗಳ ಅಭಿವೃದ್ಧಿ ಹಾಗೂ ಕೃಷಿ ಕ್ಷೇತ್ರದ ಅಭಿವೃದ್ಧಿಗೆ ಅನುದಾನ ನೀಡಲಾಗಿದೆ. 44 ಸೇತುವೆ ನಿರ್ಮಾಣ ಕಾಮಗಾರಿ ಪ್ರಗತಿಯಲ್ಲಿದೆ. ಜ.31 ರಂದು ನೂತನ ಸಂಕೀರ್ಣ ಲೋಕಾರ್ಪಣೆ ನಡೆಯಲಿದೆ. ಸರ್ಕಾರದ ಯೋಜನೆಗಳ ಸದುಪಯೋಗ ಪಡೆದುಕೊಳ್ಳಬೇಕು ಎಂದು ಶಾಸಕರು ಮನವಿ ಮಾಡಿದರು.	[1102, 1753, 1317, 1852]
cmyk-strip-bottom	[100, 2080, 180, 2098]
areca-subheadline: ಅಡಕೆ ಕೃಷಿಕರ ಶೂನ್ಯ ಬಡ್ಡಿ ಸಾಲ ಮನ್ನಾ ಮಾಡಿ - ಅಖಿಲ ಭಾರತ ಅಡಕೆ ಬೆಳೆಗಾರರ ಸಂಘ ಒತ್ತಾಯ	[794, 1375, 1203, 1390]
cmyk-label: c m y k	[100, 22, 162, 36]
